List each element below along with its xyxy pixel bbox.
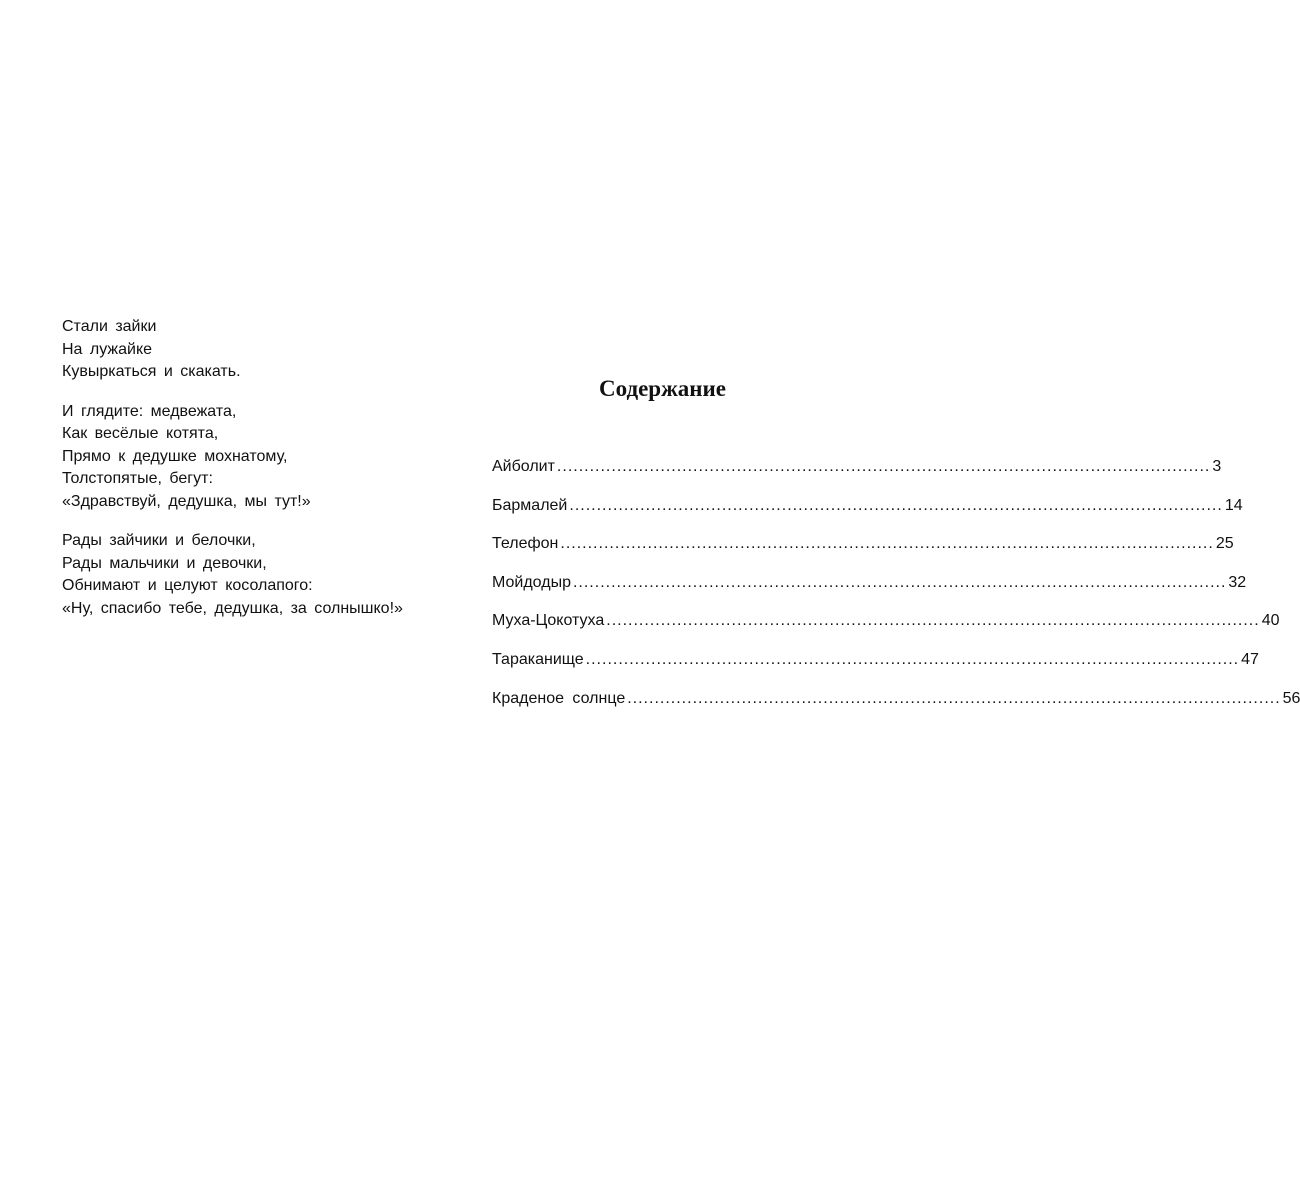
toc-entry (492, 533, 1234, 572)
poem-line: Толстопятые, бегут: (62, 470, 213, 487)
toc-entry-title: Краденое солнце (492, 689, 626, 707)
toc-entry-title: Тараканище (492, 650, 584, 668)
poem-line: Кувыркаться и скакать. (62, 363, 241, 380)
toc-dot-leader: ........................................................................................................................ (606, 612, 1260, 630)
toc-title: Содержание (599, 376, 726, 401)
poem-stanza-2 (62, 401, 452, 514)
toc-entry (492, 649, 1259, 688)
poem-stanza-1 (62, 316, 452, 384)
toc-entry (492, 495, 1243, 534)
toc-entry-page: 3 (1212, 458, 1222, 475)
poem-text (62, 316, 452, 637)
toc-dot-leader: ........................................................................................................................ (585, 650, 1240, 668)
toc-entry-title: Айболит (492, 458, 555, 475)
toc-entry-page: 56 (1282, 689, 1300, 707)
toc-entry-page: 25 (1215, 535, 1234, 553)
poem-line: Как весёлые котята, (62, 425, 219, 442)
toc-entry-page: 47 (1241, 650, 1259, 668)
poem-line: «Здравствуй, дедушка, мы тут!» (62, 492, 311, 510)
poem-line: На лужайке (62, 340, 153, 358)
toc-entry-page: 14 (1224, 496, 1243, 514)
poem-line: Обнимают и целуют косолапого: (62, 577, 313, 594)
toc-dot-leader: ........................................................................................................................ (627, 689, 1281, 707)
toc-entry (492, 572, 1247, 611)
toc-list (492, 456, 1300, 726)
toc-entry (492, 610, 1280, 649)
poem-line: И глядите: медвежата, (62, 402, 237, 420)
toc-dot-leader: ........................................................................................................................ (572, 573, 1227, 591)
poem-line: Прямо к дедушке мохнатому, (62, 447, 288, 465)
toc-entry-title: Муха-Цокотуха (492, 612, 605, 630)
toc-entry-title: Телефон (492, 535, 559, 553)
toc-dot-leader: ........................................................................................................................ (569, 496, 1223, 514)
poem-line: Рады мальчики и девочки, (62, 554, 267, 572)
toc-entry-page: 40 (1261, 612, 1280, 630)
toc-entry-title: Бармалей (492, 496, 568, 514)
toc-dot-leader: ........................................................................................................................ (556, 458, 1211, 475)
toc-entry (492, 688, 1300, 727)
poem-line: Рады зайчики и белочки, (62, 532, 256, 549)
toc-entry-page: 32 (1228, 573, 1247, 591)
poem-line: Стали зайки (62, 318, 157, 335)
toc-entry-title: Мойдодыр (492, 573, 571, 591)
poem-line: «Ну, спасибо тебе, дедушка, за солнышко!» (62, 599, 403, 617)
poem-stanza-3 (62, 530, 452, 620)
toc-dot-leader: ........................................................................................................................ (560, 535, 1214, 553)
toc-entry (492, 456, 1222, 495)
